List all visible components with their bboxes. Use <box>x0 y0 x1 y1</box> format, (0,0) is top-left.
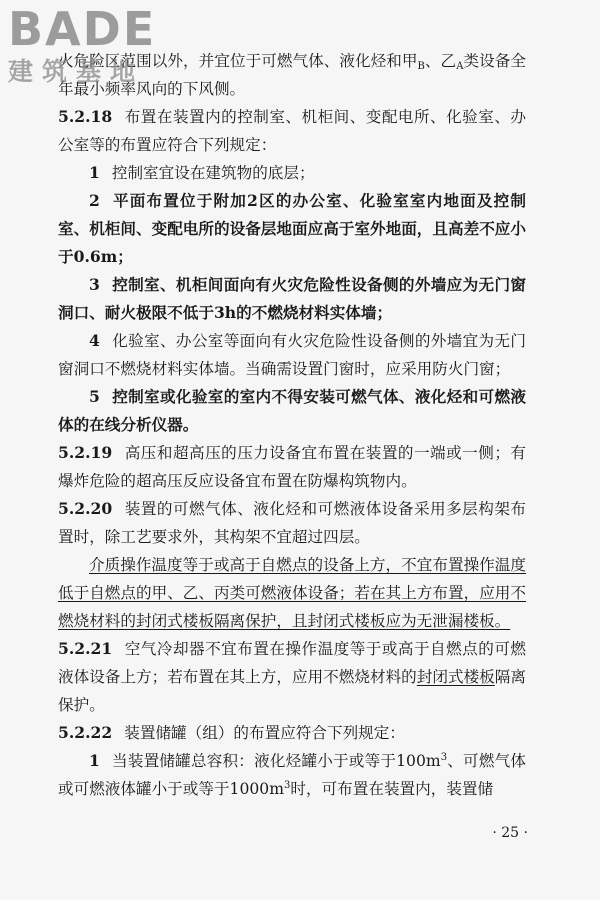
clause-5-2-18-item-4 <box>58 327 526 383</box>
watermark-brand: BADE <box>8 2 157 56</box>
watermark-subtitle: 建筑基地 <box>8 57 145 86</box>
document-body <box>58 47 526 803</box>
clause-text: 装置储罐（组）的布置应符合下列规定： <box>124 724 405 742</box>
clause-text: 空气冷却器不宜布置在操作温度等于或高于自燃点的可燃液体设备上方；若布置在其上方，应用不燃烧材料的 <box>58 640 526 686</box>
clause-number: 5.2.20 <box>58 499 113 518</box>
clause-text-underlined: 封闭式楼板 <box>416 668 495 686</box>
clause-5-2-18-item-1 <box>58 159 526 187</box>
item-number: 4 <box>89 331 100 350</box>
clause-number: 5.2.19 <box>58 443 113 462</box>
clause-5-2-22 <box>58 719 526 747</box>
clause-text: 布置在装置内的控制室、机柜间、变配电所、化验室、办公室等的布置应符合下列规定： <box>58 108 526 154</box>
clause-text: 高压和超高压的压力设备宜布置在装置的一端或一侧；有爆炸危险的超高压反应设备宜布置在防爆构筑物内。 <box>58 444 526 490</box>
item-text: 化验室、办公室等面向有火灾危险性设备侧的外墙宜为无门窗洞口不燃烧材料实体墙。当确需设置门窗时，应采用防火门窗； <box>58 332 526 378</box>
clause-number: 5.2.21 <box>58 639 113 658</box>
paragraph-continued: 火危险区范围以外，并宜位于可燃气体、液化烃和甲$_B$、乙$_A$类设备全年最小频率风向的下风侧。 <box>58 52 526 98</box>
note-text: 介质操作温度等于或高于自燃点的设备上方，不宜布置操作温度低于自燃点的甲、乙、丙类可燃液体设备；若在其上方布置，应用不燃烧材料的封闭式楼板隔离保护，且封闭式楼板应为无泄漏楼板。 <box>58 556 526 630</box>
item-number: 5 <box>89 387 100 406</box>
clause-text-end: 隔离保护。 <box>58 668 526 714</box>
clause-5-2-20-underlined-note <box>58 551 526 635</box>
item-text: 控制室、机柜间面向有火灾危险性设备侧的外墙应为无门窗洞口、耐火极限不低于3h的不燃烧材料实体墙； <box>58 275 526 322</box>
clause-5-2-18-item-3 <box>58 271 526 327</box>
clause-text: 装置的可燃气体、液化烃和可燃液体设备采用多层构架布置时，除工艺要求外，其构架不宜超过四层。 <box>58 500 526 546</box>
clause-5-2-20 <box>58 495 526 551</box>
item-number: 1 <box>89 163 100 182</box>
item-number: 3 <box>89 275 100 294</box>
item-number: 2 <box>89 191 100 210</box>
clause-5-2-22-item-1: 1 当装置储罐总容积：液化烃罐小于或等于$100m^3$、可燃气体或可燃液体罐小于或等于$1000m^3$时，可布置在装置内，装置储 <box>58 751 526 798</box>
clause-5-2-18-item-5 <box>58 383 526 439</box>
clause-number: 5.2.22 <box>58 723 113 742</box>
page-number: · 25 · <box>492 825 528 841</box>
clause-5-2-18-item-2 <box>58 187 526 271</box>
item-text: 控制室宜设在建筑物的底层； <box>111 164 315 182</box>
item-text: 平面布置位于附加2区的办公室、化验室室内地面及控制室、机柜间、变配电所的设备层地面应高于室外地面，且高差不应小于0.6m； <box>58 191 526 266</box>
clause-5-2-21 <box>58 635 526 719</box>
item-text: 控制室或化验室的室内不得安装可燃气体、液化烃和可燃液体的在线分析仪器。 <box>58 387 526 434</box>
item-number: 1 <box>89 751 100 770</box>
clause-5-2-18 <box>58 103 526 159</box>
clause-5-2-19 <box>58 439 526 495</box>
clause-number: 5.2.18 <box>58 107 113 126</box>
